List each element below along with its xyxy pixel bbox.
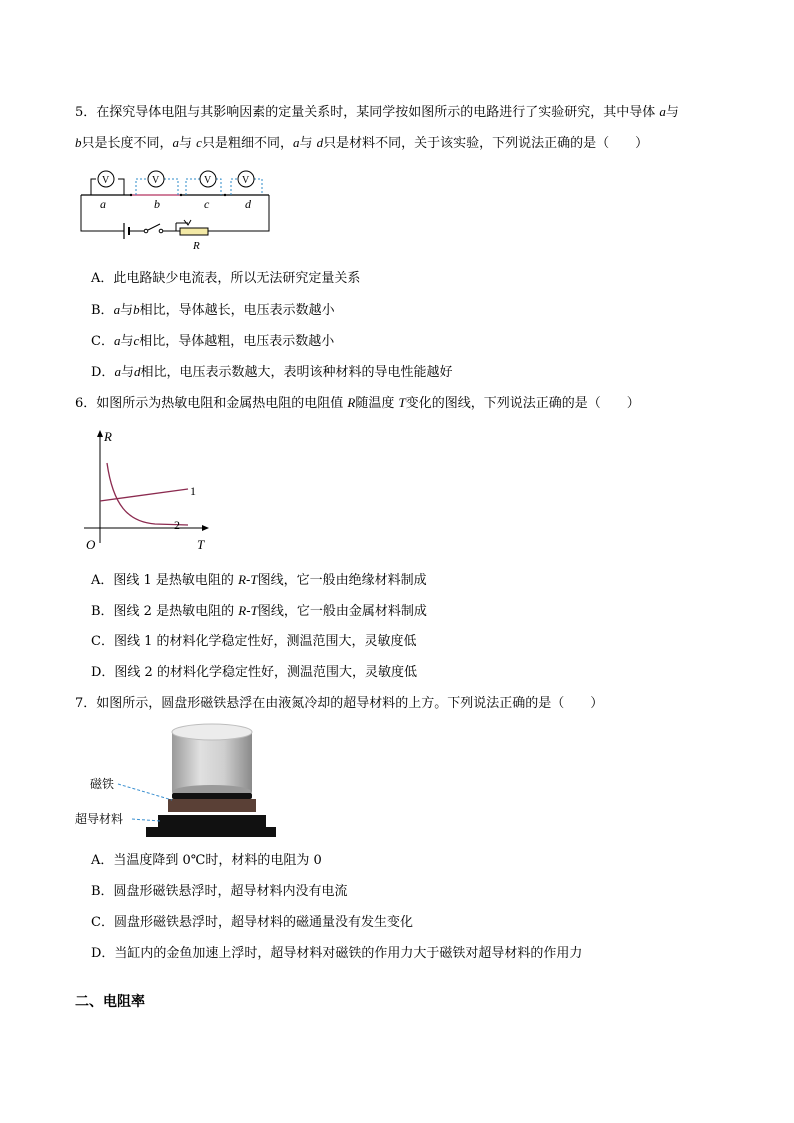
variable-symbol: a [114, 364, 121, 379]
variable-symbol: R [238, 603, 247, 618]
text-segment: 与 [299, 136, 317, 151]
text-segment: 相比，导体越长，电压表示数越小 [139, 303, 335, 318]
variable-symbol: c [196, 135, 202, 150]
x-axis-label: T [197, 537, 205, 552]
q6-stem [75, 394, 640, 413]
variable-symbol: a [113, 302, 121, 317]
q5-option-a[interactable] [91, 270, 360, 288]
variable-symbol: T [398, 395, 406, 410]
svg-text:V: V [242, 175, 250, 186]
q6-option-a[interactable] [91, 571, 427, 590]
rheostat-label: R [193, 240, 200, 252]
origin-label: O [86, 537, 96, 552]
text-segment: D．图线 2 的材料化学稳定性好，测温范围大，灵敏度低 [91, 665, 417, 680]
variable-symbol: a [172, 135, 180, 150]
q6-option-b[interactable] [91, 602, 427, 621]
variable-symbol: R [347, 395, 356, 410]
q6-rt-graph [80, 425, 215, 555]
magnet-disk [168, 799, 256, 812]
text-segment: D． [91, 365, 115, 380]
text-segment: - [246, 604, 251, 619]
variable-symbol: b [133, 302, 140, 317]
text-segment: 图线，它一般由绝缘材料制成 [257, 573, 427, 588]
text-segment: B．图线 2 是热敏电阻的 [91, 604, 239, 619]
q7-levitation-figure [72, 722, 287, 844]
section-title: 二、电阻率 [75, 994, 145, 1010]
variable-symbol: d [133, 364, 141, 379]
q7-option-c[interactable]: C．圆盘形磁铁悬浮时，超导材料的磁通量没有发生变化 [91, 915, 413, 930]
text-segment: A．图线 1 是热敏电阻的 [91, 573, 239, 588]
superconductor-label: 超导材料 [75, 812, 124, 826]
q6-option-d[interactable] [91, 664, 417, 682]
q7-option-a[interactable]: A．当温度降到 0℃时，材料的电阻为 0 [91, 853, 322, 868]
variable-symbol: a [113, 333, 121, 348]
text-segment: 只是材料不同，关于该实验，下列说法正确的是（ ） [323, 136, 649, 151]
text-segment: A．此电路缺少电流表，所以无法研究定量关系 [91, 271, 361, 286]
q7-stem: 7．如图所示，圆盘形磁铁悬浮在由液氮冷却的超导材料的上方。下列说法正确的是（ ） [75, 696, 604, 711]
conductor-label-d: d [245, 197, 251, 211]
text-segment: 随温度 [355, 396, 399, 411]
text-segment: C．图线 1 的材料化学稳定性好，测温范围大，灵敏度低 [91, 634, 417, 649]
q5-option-d[interactable] [91, 363, 452, 382]
variable-symbol: c [133, 333, 140, 348]
variable-symbol: b [75, 135, 82, 150]
y-axis-label: R [104, 429, 112, 444]
q5-stem-line1: 5．在探究导体电阻与其影响因素的定量关系时，某同学按如图所示的电路进行了实验研究，其中导体 a与 [75, 104, 679, 120]
q5-stem-line2 [75, 134, 648, 153]
text-segment: 与 [120, 303, 134, 318]
text-segment: 相比，电压表示数越大，表明该种材料的导电性能越好 [140, 365, 453, 380]
conductor-label-b: b [154, 197, 160, 211]
q5-circuit-diagram [76, 165, 276, 255]
curve-1-label: 1 [190, 484, 196, 498]
text-segment: 变化的图线，下列说法正确的是（ ） [405, 396, 640, 411]
variable-symbol: R [238, 572, 247, 587]
q7-option-d[interactable]: D．当缸内的金鱼加速上浮时，超导材料对磁铁的作用力大于磁铁对超导材料的作用力 [91, 946, 583, 961]
variable-symbol: T [250, 603, 258, 618]
q5-option-c[interactable] [91, 332, 334, 351]
text-segment: 只是长度不同， [81, 136, 173, 151]
svg-text:V: V [152, 175, 160, 186]
text-segment: 只是粗细不同， [201, 136, 293, 151]
q5-option-b[interactable] [91, 301, 335, 320]
conductor-label-a: a [100, 197, 106, 211]
svg-text:V: V [102, 175, 110, 186]
text-segment: - [246, 573, 251, 588]
text-segment: 与 [120, 334, 134, 349]
text-segment: C． [91, 334, 114, 349]
text-segment: 与 [179, 136, 197, 151]
variable-symbol: d [316, 135, 324, 150]
variable-symbol: T [250, 572, 258, 587]
variable-symbol: a [292, 135, 300, 150]
text-segment: 与 [120, 365, 134, 380]
q7-option-b[interactable]: B．圆盘形磁铁悬浮时，超导材料内没有电流 [91, 884, 348, 899]
magnet-label: 磁铁 [90, 777, 115, 791]
q6-option-c[interactable] [91, 633, 416, 651]
text-segment: 相比，导体越粗，电压表示数越小 [139, 334, 335, 349]
text-segment: 图线，它一般由金属材料制成 [257, 604, 427, 619]
svg-text:V: V [204, 175, 212, 186]
text-segment: B． [91, 303, 114, 318]
curve-2-label: 2 [174, 518, 180, 532]
text-segment: 6．如图所示为热敏电阻和金属热电阻的电阻值 [75, 396, 348, 411]
conductor-label-c: c [204, 197, 210, 211]
